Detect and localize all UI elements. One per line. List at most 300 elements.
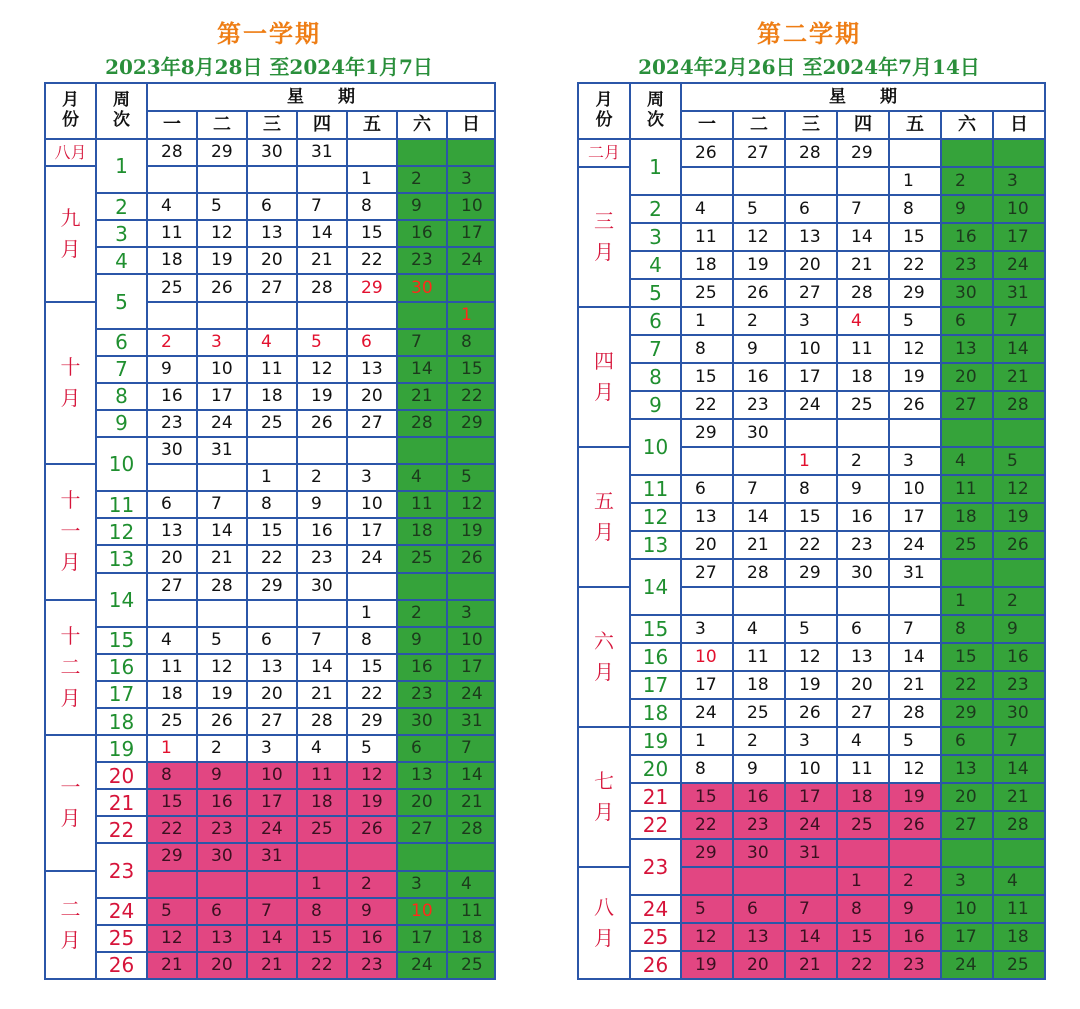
day-cell bbox=[298, 357, 346, 382]
day-cell-text: 14 bbox=[747, 506, 769, 527]
day-cell bbox=[786, 364, 836, 390]
empty-day-cell bbox=[348, 438, 396, 463]
week-number bbox=[631, 896, 680, 922]
day-cell-text: 25 bbox=[161, 277, 183, 298]
day-cell bbox=[248, 330, 296, 355]
day-cell-text: 7 bbox=[411, 331, 422, 352]
day-cell bbox=[348, 655, 396, 680]
day-cell-text: 21 bbox=[461, 792, 483, 813]
day-cell bbox=[682, 308, 732, 334]
week-number-text: 23 bbox=[642, 855, 669, 879]
day-cell-text: 2 bbox=[211, 738, 222, 759]
month-label-text: 十 bbox=[60, 623, 81, 648]
day-cell-text: 11 bbox=[955, 478, 977, 499]
semester-date-range: 2024年2月26日 至2024年7月14日 bbox=[638, 55, 980, 79]
day-cell-text: 17 bbox=[799, 786, 821, 807]
day-cell-text: 2 bbox=[747, 310, 758, 331]
day-cell-text: 6 bbox=[161, 494, 172, 515]
empty-day-cell bbox=[890, 840, 940, 866]
day-cell bbox=[198, 221, 246, 246]
day-cell bbox=[198, 438, 246, 463]
week-number-text: 19 bbox=[642, 729, 669, 753]
week-number bbox=[631, 784, 680, 810]
day-cell bbox=[838, 756, 888, 782]
day-cell bbox=[298, 872, 346, 897]
day-cell bbox=[448, 872, 494, 897]
month-label bbox=[46, 140, 95, 165]
day-cell-text: 28 bbox=[461, 819, 483, 840]
day-cell-text: 30 bbox=[851, 562, 873, 583]
day-cell bbox=[734, 196, 784, 222]
day-cell-text: 14 bbox=[851, 226, 873, 247]
day-cell-text: 19 bbox=[311, 385, 333, 406]
day-cell-text: 14 bbox=[1007, 338, 1029, 359]
day-cell-text: 25 bbox=[461, 954, 483, 975]
week-number bbox=[97, 519, 146, 544]
day-cell bbox=[348, 628, 396, 653]
day-cell bbox=[198, 763, 246, 788]
day-cell bbox=[942, 756, 992, 782]
day-cell-text: 26 bbox=[1007, 534, 1029, 555]
day-cell-text: 24 bbox=[261, 819, 283, 840]
day-cell bbox=[148, 574, 196, 599]
day-cell-text: 7 bbox=[261, 900, 272, 921]
day-cell bbox=[838, 476, 888, 502]
day-cell bbox=[838, 700, 888, 726]
day-cell bbox=[682, 616, 732, 642]
day-cell-text: 6 bbox=[261, 629, 272, 650]
day-cell bbox=[198, 574, 246, 599]
day-cell-text: 27 bbox=[161, 575, 183, 596]
empty-day-cell bbox=[398, 574, 446, 599]
day-cell bbox=[448, 736, 494, 761]
empty-day-cell bbox=[994, 560, 1044, 586]
week-number-text: 6 bbox=[115, 330, 128, 355]
day-cell bbox=[198, 817, 246, 842]
empty-day-cell bbox=[734, 448, 784, 474]
day-cell bbox=[890, 560, 940, 586]
day-cell bbox=[838, 812, 888, 838]
day-cell-text: 1 bbox=[261, 467, 272, 488]
week-header-text: 周 bbox=[647, 90, 664, 111]
day-cell-text: 25 bbox=[1007, 954, 1029, 975]
day-cell bbox=[198, 330, 246, 355]
day-cell bbox=[448, 167, 494, 192]
day-cell-text: 1 bbox=[461, 304, 472, 325]
week-number bbox=[97, 763, 146, 788]
day-cell-text: 28 bbox=[411, 412, 433, 433]
day-cell bbox=[398, 221, 446, 246]
day-cell-text: 20 bbox=[747, 954, 769, 975]
day-cell bbox=[198, 736, 246, 761]
day-cell bbox=[890, 224, 940, 250]
day-cell-text: 29 bbox=[161, 846, 183, 867]
day-cell bbox=[398, 384, 446, 409]
day-cell-text: 27 bbox=[747, 142, 769, 163]
day-cell-text: 14 bbox=[903, 646, 925, 667]
weekday-title bbox=[682, 84, 1044, 110]
day-cell-text: 27 bbox=[851, 702, 873, 723]
day-cell bbox=[734, 840, 784, 866]
week-number bbox=[631, 420, 680, 474]
week-number bbox=[97, 790, 146, 815]
day-cell bbox=[838, 224, 888, 250]
day-cell bbox=[942, 196, 992, 222]
day-cell-text: 22 bbox=[161, 819, 183, 840]
day-cell bbox=[348, 926, 396, 951]
day-cell-text: 27 bbox=[361, 412, 383, 433]
day-cell-text: 18 bbox=[161, 250, 183, 271]
day-cell bbox=[148, 844, 196, 869]
day-cell-text: 30 bbox=[955, 282, 977, 303]
day-cell-text: 30 bbox=[211, 846, 233, 867]
day-cell bbox=[248, 628, 296, 653]
day-cell-text: 28 bbox=[311, 711, 333, 732]
day-cell-text: 10 bbox=[955, 898, 977, 919]
day-cell bbox=[786, 224, 836, 250]
day-cell bbox=[786, 448, 836, 474]
month-label-text: 月 bbox=[594, 926, 614, 950]
day-cell bbox=[198, 682, 246, 707]
day-cell bbox=[890, 336, 940, 362]
day-cell bbox=[786, 392, 836, 418]
day-cell bbox=[448, 519, 494, 544]
day-cell-text: 4 bbox=[747, 618, 758, 639]
day-cell bbox=[942, 308, 992, 334]
day-cell-text: 21 bbox=[851, 254, 873, 275]
day-cell-text: 5 bbox=[311, 331, 322, 352]
week-number-text: 16 bbox=[642, 645, 669, 669]
day-cell bbox=[942, 476, 992, 502]
day-cell-text: 26 bbox=[799, 702, 821, 723]
day-cell-text: 6 bbox=[955, 310, 966, 331]
day-cell bbox=[786, 840, 836, 866]
day-cell-text: 18 bbox=[461, 927, 483, 948]
day-cell bbox=[448, 492, 494, 517]
month-label-text: 九 bbox=[60, 205, 81, 230]
month-label-text: 月 bbox=[60, 550, 81, 575]
day-cell bbox=[448, 790, 494, 815]
day-cell bbox=[994, 196, 1044, 222]
week-number-text: 12 bbox=[642, 505, 669, 529]
day-cell-text: 10 bbox=[695, 646, 717, 667]
day-cell bbox=[348, 275, 396, 300]
day-cell-text: 11 bbox=[1007, 898, 1029, 919]
empty-day-cell bbox=[398, 140, 446, 165]
day-cell-text: 15 bbox=[695, 786, 717, 807]
day-cell-text: 27 bbox=[261, 711, 283, 732]
day-cell-text: 5 bbox=[799, 618, 810, 639]
day-cell bbox=[298, 275, 346, 300]
month-label-text: 八 bbox=[594, 895, 614, 919]
day-cell-text: 9 bbox=[411, 196, 422, 217]
day-cell-text: 2 bbox=[411, 169, 422, 190]
day-cell-text: 26 bbox=[695, 142, 717, 163]
day-cell bbox=[890, 392, 940, 418]
day-cell bbox=[682, 700, 732, 726]
day-cell-text: 2 bbox=[747, 730, 758, 751]
weekday-header bbox=[398, 112, 446, 138]
day-cell-text: 24 bbox=[211, 412, 233, 433]
day-cell-text: 14 bbox=[799, 926, 821, 947]
day-cell bbox=[734, 224, 784, 250]
day-cell-text: 21 bbox=[903, 674, 925, 695]
day-cell-text: 25 bbox=[411, 548, 433, 569]
month-label-text: 一 bbox=[60, 774, 81, 799]
day-cell bbox=[248, 926, 296, 951]
weekday-header bbox=[348, 112, 396, 138]
day-cell bbox=[734, 644, 784, 670]
day-cell bbox=[838, 532, 888, 558]
day-cell bbox=[942, 784, 992, 810]
day-cell bbox=[448, 221, 494, 246]
day-cell bbox=[448, 330, 494, 355]
day-cell-text: 5 bbox=[461, 467, 472, 488]
week-number-text: 12 bbox=[108, 519, 135, 544]
day-cell-text: 28 bbox=[747, 562, 769, 583]
week-number bbox=[97, 438, 146, 490]
day-cell-text: 18 bbox=[311, 792, 333, 813]
week-header bbox=[631, 84, 680, 138]
day-cell bbox=[398, 546, 446, 571]
day-cell bbox=[248, 194, 296, 219]
day-cell bbox=[148, 655, 196, 680]
empty-day-cell bbox=[942, 560, 992, 586]
day-cell-text: 16 bbox=[411, 223, 433, 244]
empty-day-cell bbox=[786, 588, 836, 614]
week-number bbox=[631, 672, 680, 698]
day-cell-text: 20 bbox=[261, 250, 283, 271]
day-cell bbox=[994, 672, 1044, 698]
calendar-grid bbox=[44, 82, 496, 980]
empty-day-cell bbox=[734, 588, 784, 614]
day-cell bbox=[448, 655, 494, 680]
week-number bbox=[631, 224, 680, 250]
day-cell-text: 17 bbox=[799, 366, 821, 387]
day-cell-text: 29 bbox=[461, 412, 483, 433]
week-number bbox=[631, 644, 680, 670]
week-number bbox=[97, 682, 146, 707]
day-cell bbox=[838, 196, 888, 222]
day-cell-text: 13 bbox=[799, 226, 821, 247]
day-cell bbox=[148, 628, 196, 653]
day-cell-text: 9 bbox=[851, 478, 862, 499]
day-cell bbox=[786, 140, 836, 166]
day-cell bbox=[838, 364, 888, 390]
day-cell-text: 18 bbox=[161, 683, 183, 704]
day-cell-text: 12 bbox=[1007, 478, 1029, 499]
week-number bbox=[97, 411, 146, 436]
day-cell bbox=[734, 252, 784, 278]
day-cell bbox=[838, 672, 888, 698]
day-cell-text: 30 bbox=[747, 842, 769, 863]
month-label bbox=[579, 448, 629, 586]
empty-day-cell bbox=[298, 167, 346, 192]
day-cell bbox=[890, 644, 940, 670]
day-cell bbox=[398, 655, 446, 680]
day-cell bbox=[298, 194, 346, 219]
day-cell bbox=[682, 840, 732, 866]
day-cell bbox=[890, 952, 940, 978]
week-number-text: 18 bbox=[108, 709, 135, 734]
day-cell-text: 8 bbox=[851, 898, 862, 919]
day-cell-text: 7 bbox=[211, 494, 222, 515]
day-cell bbox=[994, 364, 1044, 390]
day-cell-text: 18 bbox=[1007, 926, 1029, 947]
day-cell-text: 8 bbox=[261, 494, 272, 515]
day-cell-text: 27 bbox=[411, 819, 433, 840]
day-cell-text: 13 bbox=[851, 646, 873, 667]
day-cell-text: 13 bbox=[361, 358, 383, 379]
week-number bbox=[97, 194, 146, 219]
day-cell bbox=[890, 672, 940, 698]
semester-date-range: 2023年8月28日 至2024年1月7日 bbox=[105, 55, 433, 79]
day-cell bbox=[734, 952, 784, 978]
day-cell-text: 12 bbox=[211, 656, 233, 677]
day-cell-text: 15 bbox=[955, 646, 977, 667]
day-cell-text: 16 bbox=[851, 506, 873, 527]
weekday-header bbox=[148, 112, 196, 138]
day-cell-text: 13 bbox=[261, 656, 283, 677]
day-cell bbox=[838, 560, 888, 586]
day-cell-text: 25 bbox=[161, 711, 183, 732]
day-cell bbox=[994, 224, 1044, 250]
day-cell-text: 29 bbox=[955, 702, 977, 723]
day-cell-text: 8 bbox=[695, 338, 706, 359]
day-cell-text: 22 bbox=[851, 954, 873, 975]
day-cell bbox=[734, 392, 784, 418]
day-cell bbox=[890, 364, 940, 390]
day-cell bbox=[298, 384, 346, 409]
day-cell-text: 17 bbox=[211, 385, 233, 406]
day-cell bbox=[734, 756, 784, 782]
day-cell-text: 15 bbox=[261, 521, 283, 542]
day-cell bbox=[298, 574, 346, 599]
day-cell bbox=[398, 736, 446, 761]
week-number bbox=[631, 252, 680, 278]
day-cell bbox=[786, 728, 836, 754]
day-cell bbox=[398, 465, 446, 490]
week-number-text: 21 bbox=[108, 790, 135, 815]
empty-day-cell bbox=[248, 601, 296, 626]
day-cell-text: 15 bbox=[851, 926, 873, 947]
day-cell bbox=[248, 899, 296, 924]
day-cell bbox=[448, 357, 494, 382]
day-cell-text: 5 bbox=[1007, 450, 1018, 471]
day-cell bbox=[348, 167, 396, 192]
day-cell-text: 29 bbox=[851, 142, 873, 163]
day-cell-text: 3 bbox=[799, 310, 810, 331]
day-cell-text: 25 bbox=[851, 394, 873, 415]
week-number bbox=[631, 924, 680, 950]
day-cell bbox=[298, 519, 346, 544]
day-cell-text: 16 bbox=[161, 385, 183, 406]
day-cell-text: 10 bbox=[461, 196, 483, 217]
week-number-text: 6 bbox=[649, 309, 662, 333]
day-cell bbox=[348, 411, 396, 436]
day-cell bbox=[682, 364, 732, 390]
day-cell bbox=[248, 817, 296, 842]
day-cell bbox=[348, 709, 396, 734]
empty-day-cell bbox=[734, 868, 784, 894]
week-number bbox=[97, 628, 146, 653]
day-cell-text: 3 bbox=[955, 870, 966, 891]
day-cell-text: 17 bbox=[1007, 226, 1029, 247]
day-cell bbox=[734, 700, 784, 726]
month-label bbox=[46, 736, 95, 869]
day-cell-text: 12 bbox=[161, 927, 183, 948]
day-cell-text: 7 bbox=[851, 198, 862, 219]
day-cell bbox=[348, 330, 396, 355]
day-cell bbox=[348, 736, 396, 761]
day-cell bbox=[994, 336, 1044, 362]
day-cell bbox=[448, 899, 494, 924]
day-cell-text: 17 bbox=[695, 674, 717, 695]
day-cell-text: 26 bbox=[903, 394, 925, 415]
week-header-text: 周 bbox=[113, 90, 130, 111]
day-cell bbox=[248, 763, 296, 788]
month-label bbox=[46, 303, 95, 464]
day-cell bbox=[942, 700, 992, 726]
day-cell bbox=[786, 336, 836, 362]
day-cell bbox=[398, 492, 446, 517]
day-cell bbox=[348, 763, 396, 788]
empty-day-cell bbox=[298, 844, 346, 869]
day-cell bbox=[942, 168, 992, 194]
month-label bbox=[579, 140, 629, 166]
day-cell bbox=[348, 872, 396, 897]
day-cell-text: 21 bbox=[211, 548, 233, 569]
day-cell bbox=[248, 221, 296, 246]
day-cell-text: 30 bbox=[311, 575, 333, 596]
day-cell-text: 14 bbox=[461, 765, 483, 786]
day-cell-text: 13 bbox=[411, 765, 433, 786]
day-cell-text: 15 bbox=[695, 366, 717, 387]
day-cell-text: 9 bbox=[747, 758, 758, 779]
week-number bbox=[631, 140, 680, 194]
day-cell bbox=[198, 899, 246, 924]
weekday-header bbox=[994, 112, 1044, 138]
week-number bbox=[97, 736, 146, 761]
day-cell-text: 11 bbox=[311, 765, 333, 786]
week-number bbox=[97, 330, 146, 355]
day-cell-text: 6 bbox=[955, 730, 966, 751]
day-cell bbox=[838, 896, 888, 922]
day-cell-text: 3 bbox=[903, 450, 914, 471]
day-cell bbox=[148, 194, 196, 219]
day-cell bbox=[448, 194, 494, 219]
week-number bbox=[631, 308, 680, 334]
day-cell-text: 17 bbox=[461, 223, 483, 244]
weekday-header bbox=[786, 112, 836, 138]
day-cell-text: 12 bbox=[461, 494, 483, 515]
day-cell bbox=[734, 532, 784, 558]
week-number bbox=[631, 812, 680, 838]
day-cell bbox=[198, 655, 246, 680]
day-cell-text: 20 bbox=[261, 683, 283, 704]
day-cell-text: 8 bbox=[361, 629, 372, 650]
day-cell bbox=[448, 465, 494, 490]
week-number bbox=[97, 492, 146, 517]
weekday-header bbox=[248, 112, 296, 138]
day-cell-text: 22 bbox=[903, 254, 925, 275]
month-label-text: 十 bbox=[60, 488, 81, 513]
day-cell bbox=[682, 504, 732, 530]
week-header bbox=[97, 84, 146, 138]
day-cell-text: 27 bbox=[955, 394, 977, 415]
day-cell-text: 30 bbox=[161, 440, 183, 461]
month-label-text: 五 bbox=[594, 489, 614, 513]
